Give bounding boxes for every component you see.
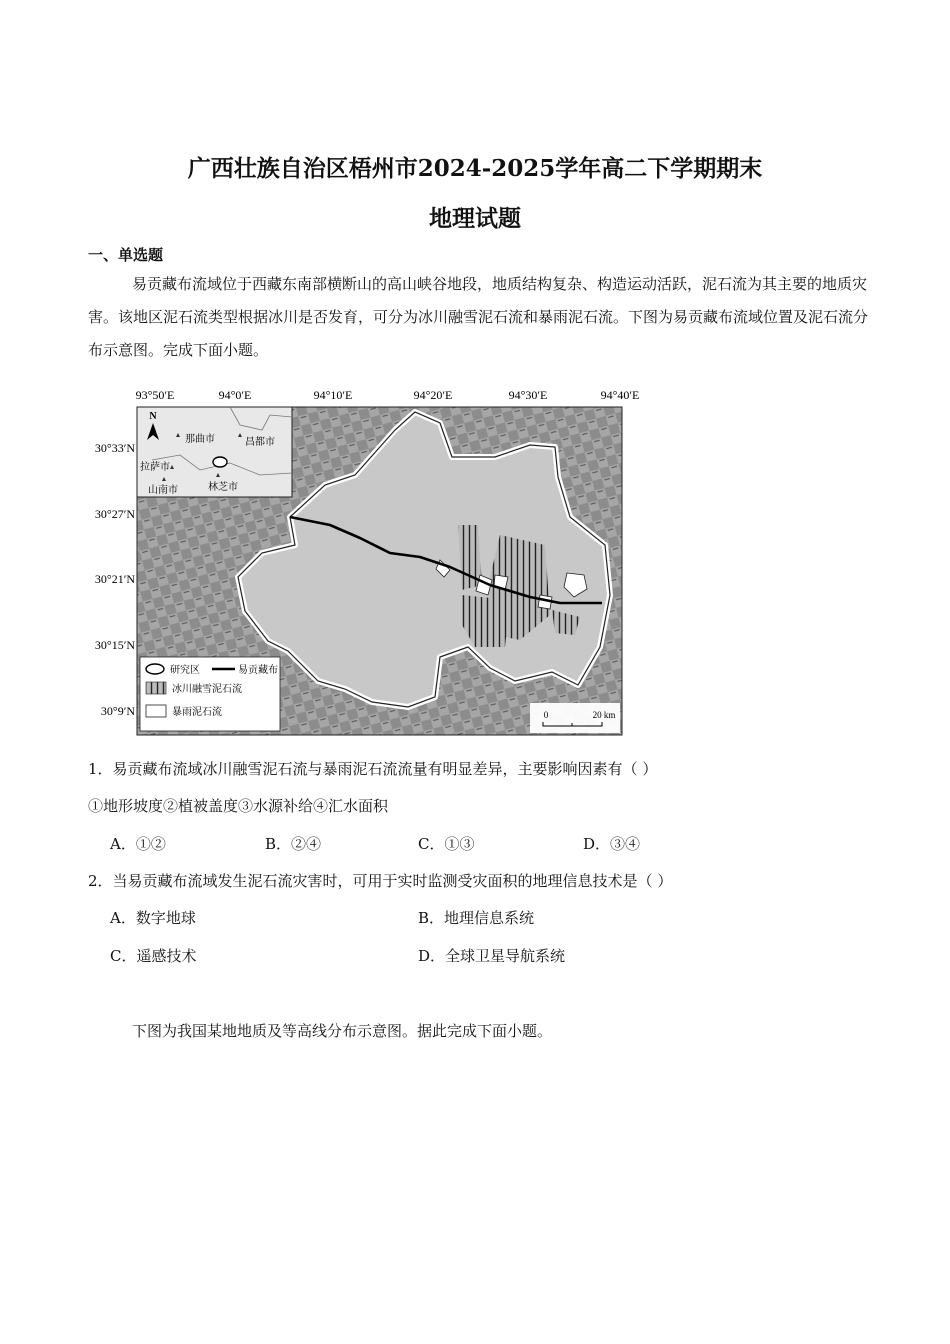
inset-city: 林芝市 (208, 482, 238, 493)
lat-label: 30°21′N (94, 572, 135, 586)
scale-bar (530, 703, 620, 733)
map-legend (140, 657, 280, 731)
lat-label: 30°27′N (94, 507, 135, 521)
lat-label: 30°15′N (94, 638, 135, 652)
inset-city: 那曲市 (185, 434, 215, 445)
passage-intro: 易贡藏布流域位于西藏东南部横断山的高山峡谷地段，地质结构复杂、构造运动活跃，泥石流为其主要的地质灾害。该地区泥石流类型根据冰川是否发育，可分为冰川融雪泥石流和暴雨泥石流。下图为易贡藏布流域位置及泥石流分布示意图。完成下面小题。 (88, 275, 869, 359)
location-inset (137, 407, 292, 497)
q2-option-c[interactable]: C．遥感技术 (110, 947, 197, 965)
inset-city: 昌都市 (245, 437, 275, 448)
lat-label: 30°9′N (100, 704, 135, 718)
legend-glacier-label: 冰川融雪泥石流 (172, 684, 242, 695)
q1-option-a[interactable]: A．①② (110, 835, 166, 853)
legend-river-label: 易贡藏布 (238, 665, 278, 676)
basin-map (90, 385, 670, 740)
question-2-stem: 2．当易贡藏布流域发生泥石流灾害时，可用于实时监测受灾面积的地理信息技术是（ ） (88, 872, 673, 890)
q2-option-b[interactable]: B．地理信息系统 (418, 909, 535, 927)
legend-rain-label: 暴雨泥石流 (172, 707, 222, 718)
legend-glacier-icon (146, 682, 166, 694)
question-1-factors: ①地形坡度②植被盖度③水源补给④汇水面积 (88, 797, 389, 815)
q2-option-a[interactable]: A．数字地球 (110, 909, 196, 927)
lon-label: 94°30′E (508, 388, 548, 402)
inset-city: 山南市 (148, 485, 178, 496)
legend-study-area-icon (146, 664, 164, 674)
passage-next: 下图为我国某地地质及等高线分布示意图。据此完成下面小题。 (132, 1022, 553, 1040)
q1-option-b[interactable]: B．②④ (265, 835, 322, 853)
inset-study-area-marker (213, 457, 227, 467)
lon-label: 94°40′E (600, 388, 640, 402)
legend-study-area-label: 研究区 (170, 665, 200, 676)
legend-rain-icon (146, 705, 166, 717)
lon-label: 94°10′E (313, 388, 353, 402)
section-heading: 一、单选题 (88, 246, 164, 264)
north-arrow-label: N (149, 411, 157, 422)
q1-option-d[interactable]: D．③④ (583, 835, 641, 853)
exam-subject: 地理试题 (429, 205, 521, 232)
lon-label: 94°0′E (218, 388, 252, 402)
svg-text:20 km: 20 km (592, 710, 616, 720)
question-1-stem: 1．易贡藏布流域冰川融雪泥石流与暴雨泥石流流量有明显差异，主要影响因素有（ ） (88, 760, 658, 778)
lon-label: 93°50′E (135, 388, 175, 402)
exam-title: 广西壮族自治区梧州市2024-2025学年高二下学期期末 (187, 155, 763, 182)
lon-label: 94°20′E (413, 388, 453, 402)
inset-city: 拉萨市 (140, 462, 170, 473)
q2-option-d[interactable]: D．全球卫星导航系统 (418, 947, 566, 965)
q1-option-c[interactable]: C．①③ (418, 835, 475, 853)
lat-label: 30°33′N (94, 441, 135, 455)
svg-text:0: 0 (543, 710, 549, 720)
